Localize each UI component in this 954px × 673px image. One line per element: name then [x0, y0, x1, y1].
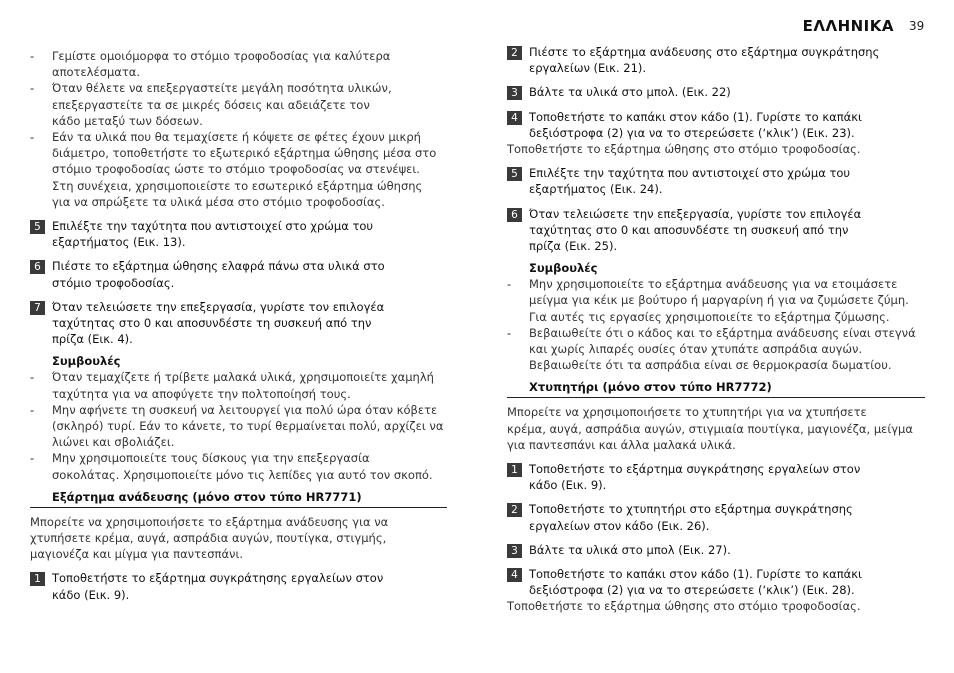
- bullet-line: Μην χρησιμοποιείτε τους δίσκους για την επεξεργασία: [52, 451, 370, 466]
- bullet-line: Βεβαιωθείτε ότι τα ασπράδια είναι σε θερμοκρασία δωματίου.: [529, 358, 892, 373]
- section-heading: Εξάρτημα ανάδευσης (μόνο στον τύπο HR7771): [30, 489, 447, 508]
- bullet-item: [30, 48, 447, 80]
- bullet-line: Εάν τα υλικά που θα τεμαχίσετε ή κόψετε σε φέτες έχουν μικρή: [52, 130, 421, 145]
- step-item: [507, 566, 925, 598]
- bullet-line: μείγμα για κέικ με βούτυρο ή μαργαρίνη ή για να ζυμώσετε ζύμη.: [529, 293, 909, 308]
- step-item: [507, 165, 925, 197]
- step-line: στόμιο τροφοδοσίας.: [52, 275, 175, 290]
- step-number-badge: 1: [30, 572, 45, 586]
- step-line: Βάλτε τα υλικά στο μπολ. (Εικ. 22): [529, 85, 731, 100]
- section-paragraph: [30, 514, 447, 563]
- bullet-dash: -: [30, 402, 35, 417]
- step-line: ταχύτητας στο 0 και αποσυνδέστε τη συσκευή από την: [529, 222, 849, 237]
- step-number-badge: 4: [507, 568, 522, 582]
- bullet-line: και χωρίς λιπαρές ουσίες όταν χτυπάτε ασπράδια αυγών.: [529, 342, 863, 357]
- bullet-line: Μην χρησιμοποιείτε το εξάρτημα ανάδευσης για να ετοιμάσετε: [529, 277, 898, 292]
- bullet-dash: -: [30, 130, 35, 145]
- bullet-item: [30, 402, 447, 451]
- step-line: εξαρτήματος (Εικ. 24).: [529, 182, 663, 197]
- step-line: Όταν τελειώσετε την επεξεργασία, γυρίστε τον επιλογέα: [529, 206, 862, 221]
- bullet-line: Στη συνέχεια, χρησιμοποιείστε το εσωτερικό εξάρτημα ώθησης: [52, 178, 423, 193]
- step-number-badge: 3: [507, 86, 522, 100]
- step-item: [507, 109, 925, 141]
- step-item: [507, 206, 925, 255]
- step-line: δεξιόστροφα (2) για να το στερεώσετε (‘κλικ’) (Εικ. 23).: [529, 125, 855, 140]
- step-number-badge: 7: [30, 301, 45, 315]
- bullet-line: κάδο μεταξύ των δόσεων.: [52, 113, 203, 128]
- bullet-dash: -: [507, 325, 512, 340]
- bullet-line: (σκληρό) τυρί. Εάν το κάνετε, το τυρί θερμαίνεται πολύ, αρχίζει να: [52, 419, 444, 434]
- note-text: Τοποθετήστε το εξάρτημα ώθησης στο στόμιο τροφοδοσίας.: [507, 599, 861, 614]
- tips-heading: Συμβουλές: [52, 354, 121, 369]
- section-paragraph: [507, 404, 925, 453]
- text-line: κρέμα, αυγά, ασπράδια αυγών, στιγμιαία πουτίγκα, μαγιονέζα, μείγμα: [507, 421, 913, 436]
- section-heading: Χτυπητήρι (μόνο στον τύπο HR7772): [507, 379, 925, 398]
- bullet-line: Μην αφήνετε τη συσκευή να λειτουργεί για πολύ ώρα όταν κόβετε: [52, 402, 438, 417]
- text-line: Μπορείτε να χρησιμοποιήσετε το χτυπητήρι για να χτυπήσετε: [507, 405, 867, 420]
- bullet-line: αποτελέσματα.: [52, 65, 141, 80]
- step-line: κάδο (Εικ. 9).: [529, 478, 607, 493]
- step-item: [507, 461, 925, 493]
- bullet-line: στόμιο τροφοδοσίας ώστε το στόμιο τροφοδοσίας να στενέψει.: [52, 162, 420, 177]
- step-line: Τοποθετήστε το εξάρτημα συγκράτησης εργαλείων στον: [529, 462, 861, 477]
- step-line: Πιέστε το εξάρτημα ώθησης ελαφρά πάνω στα υλικά στο: [52, 259, 385, 274]
- step-number-badge: 4: [507, 111, 522, 125]
- bullet-line: διάμετρο, τοποθετήστε το εξωτερικό εξάρτημα ώθησης μέσα στο: [52, 146, 437, 161]
- bullet-item: [507, 276, 925, 325]
- step-line: εργαλείων (Εικ. 21).: [529, 61, 647, 76]
- bullet-line: για να σπρώξετε τα υλικά μέσα στο στόμιο τροφοδοσίας.: [52, 194, 385, 209]
- step-line: ταχύτητας στο 0 και αποσυνδέστε τη συσκευή από την: [52, 316, 372, 331]
- bullet-dash: -: [30, 49, 35, 63]
- step-number-badge: 5: [507, 167, 522, 181]
- bullet-dash: -: [507, 277, 512, 292]
- tips-heading: Συμβουλές: [529, 261, 598, 276]
- step-item: [507, 542, 925, 558]
- bullet-item: [30, 450, 447, 482]
- bullet-line: Για αυτές τις εργασίες χρησιμοποιείτε το εξάρτημα ζύμωσης.: [529, 309, 890, 324]
- page-number: 39: [909, 19, 925, 33]
- bullet-line: Όταν τεμαχίζετε ή τρίβετε μαλακά υλικά, χρησιμοποιείτε χαμηλή: [52, 370, 434, 385]
- step-line: εργαλείων στον κάδο (Εικ. 26).: [529, 518, 710, 533]
- text-line: για παντεσπάνι και άλλα μαλακά υλικά.: [507, 437, 736, 452]
- step-line: δεξιόστροφα (2) για να το στερεώσετε (‘κλικ’) (Εικ. 28).: [529, 583, 855, 598]
- step-line: Επιλέξτε την ταχύτητα που αντιστοιχεί στο χρώμα του: [52, 219, 374, 234]
- text-line: χτυπήσετε κρέμα, αυγά, ασπράδια αυγών, πουτίγκα, στιγμής,: [30, 531, 387, 546]
- bullet-line: επεξεργαστείτε τα σε μικρές δόσεις και αδειάζετε τον: [52, 97, 370, 112]
- step-line: Τοποθετήστε το εξάρτημα συγκράτησης εργαλείων στον: [52, 571, 384, 586]
- step-item: [30, 570, 447, 602]
- step-item: [30, 218, 447, 250]
- step-line: εξαρτήματος (Εικ. 13).: [52, 235, 186, 250]
- step-item: [507, 84, 925, 100]
- steps-group-b: [507, 165, 925, 254]
- bullet-dash: -: [30, 81, 35, 96]
- step-line: Επιλέξτε την ταχύτητα που αντιστοιχεί στο χρώμα του: [529, 166, 851, 181]
- bullet-dash: -: [30, 370, 35, 385]
- step-line: πρίζα (Εικ. 4).: [52, 332, 133, 347]
- step-line: κάδο (Εικ. 9).: [52, 587, 130, 602]
- bullet-item: [30, 369, 447, 401]
- step-line: Βάλτε τα υλικά στο μπολ (Εικ. 27).: [529, 542, 731, 557]
- step-item: [507, 44, 925, 76]
- steps-group-b: [30, 570, 447, 602]
- step-line: Όταν τελειώσετε την επεξεργασία, γυρίστε τον επιλογέα: [52, 299, 385, 314]
- language-heading: ΕΛΛΗΝΙΚΑ: [802, 17, 894, 35]
- bullet-line: ταχύτητα για να αποφύγετε την πολτοποίησή τους.: [52, 386, 351, 401]
- step-item: [30, 258, 447, 290]
- step-line: Τοποθετήστε το καπάκι στον κάδο (1). Γυρίστε το καπάκι: [529, 567, 862, 582]
- step-number-badge: 6: [30, 260, 45, 274]
- bullet-line: Όταν θέλετε να επεξεργαστείτε μεγάλη ποσότητα υλικών,: [52, 81, 392, 96]
- bullet-item: [30, 80, 447, 129]
- step-line: Τοποθετήστε το καπάκι στον κάδο (1). Γυρίστε το καπάκι: [529, 109, 862, 124]
- bullet-dash: -: [30, 451, 35, 466]
- right-column: [507, 44, 925, 615]
- step-line: Πιέστε το εξάρτημα ανάδευσης στο εξάρτημα συγκράτησης: [529, 45, 880, 59]
- step-line: Τοποθετήστε το χτυπητήρι στο εξάρτημα συγκράτησης: [529, 502, 853, 517]
- step-number-badge: 2: [507, 46, 522, 60]
- steps-group-c: [507, 461, 925, 598]
- bullet-line: Βεβαιωθείτε ότι ο κάδος και το εξάρτημα ανάδευσης είναι στεγνά: [529, 325, 916, 340]
- tips-list: [507, 276, 925, 373]
- bullet-item: [507, 325, 925, 374]
- bullet-line: λιώνει και σβολιάζει.: [52, 435, 175, 450]
- left-column: [30, 48, 447, 603]
- step-line: πρίζα (Εικ. 25).: [529, 239, 618, 254]
- note-text: Τοποθετήστε το εξάρτημα ώθησης στο στόμιο τροφοδοσίας.: [507, 142, 861, 157]
- steps-group-a: [507, 44, 925, 141]
- bullet-item: [30, 129, 447, 210]
- step-number-badge: 6: [507, 208, 522, 222]
- text-line: μαγιονέζα και μίγμα για παντεσπάνι.: [30, 547, 243, 562]
- intro-bullet-list: [30, 48, 447, 210]
- bullet-line: σοκολάτας. Χρησιμοποιείτε μόνο τις λεπίδες για αυτό τον σκοπό.: [52, 467, 433, 482]
- steps-group-a: [30, 218, 447, 347]
- step-number-badge: 2: [507, 503, 522, 517]
- step-item: [507, 501, 925, 533]
- step-number-badge: 5: [30, 220, 45, 234]
- step-number-badge: 1: [507, 463, 522, 477]
- text-line: Μπορείτε να χρησιμοποιήσετε το εξάρτημα ανάδευσης για να: [30, 514, 389, 529]
- tips-list: [30, 369, 447, 482]
- step-number-badge: 3: [507, 544, 522, 558]
- bullet-line: Γεμίστε ομοιόμορφα το στόμιο τροφοδοσίας για καλύτερα: [52, 49, 391, 63]
- step-item: [30, 299, 447, 348]
